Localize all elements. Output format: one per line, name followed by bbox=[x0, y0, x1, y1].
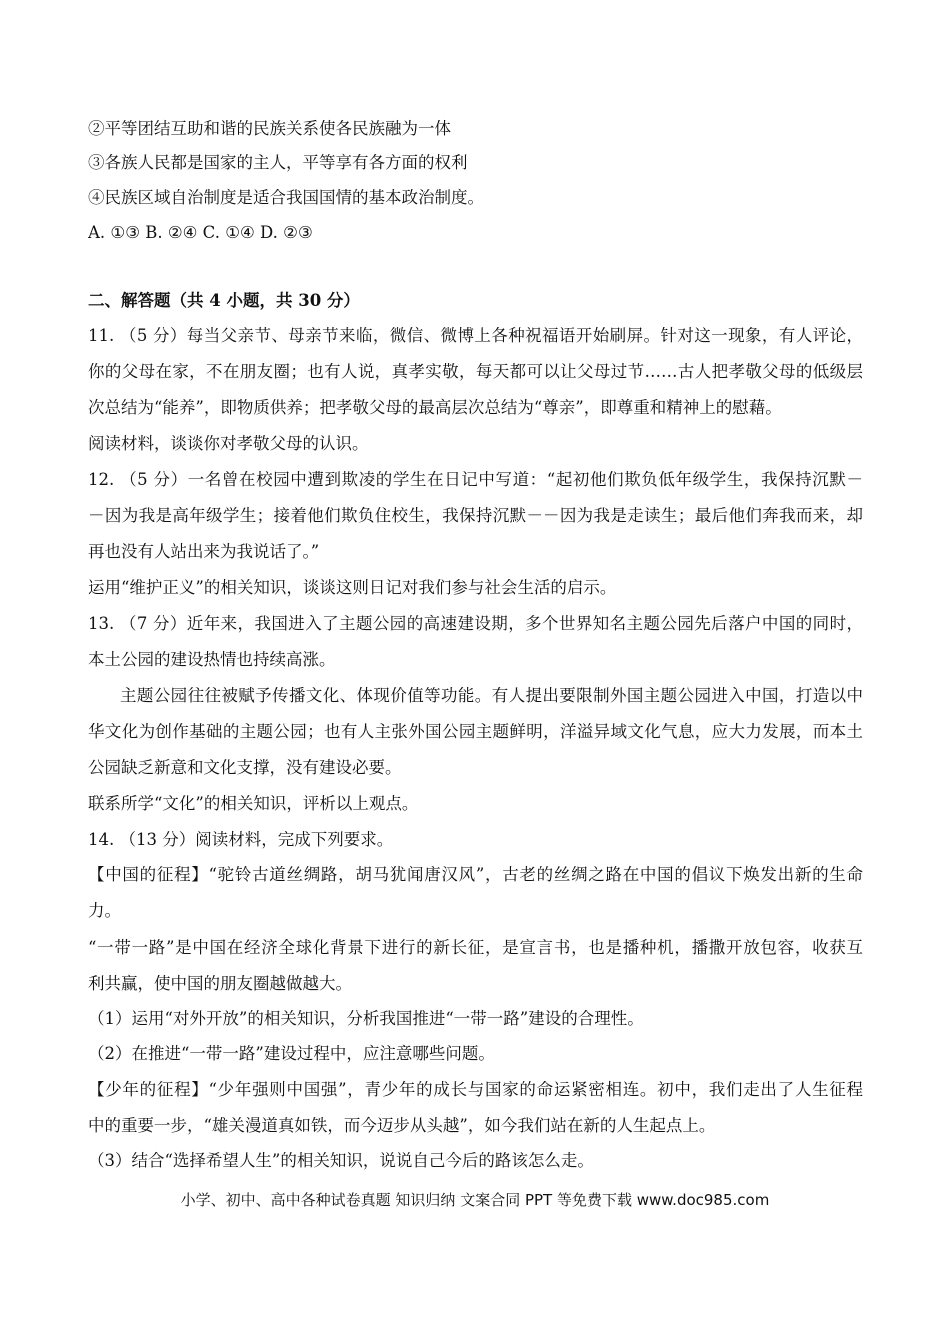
q13-line-3: 主题公园往往被赋予传播文化、体现价值等功能。有人提出要限制外国主题公园进入中国，打造以中 bbox=[120, 686, 863, 705]
q12-line-3: 再也没有人站出来为我说话了。” bbox=[88, 542, 320, 561]
answer-choices: A. ①③ B. ②④ C. ①④ D. ②③ bbox=[88, 223, 313, 242]
q12-line-4: 运用“维护正义”的相关知识，谈谈这则日记对我们参与社会生活的启示。 bbox=[88, 578, 617, 597]
q14-line-2: 【中国的征程】“驼铃古道丝绸路，胡马犹闻唐汉风”，古老的丝绸之路在中国的倡议下焕发出新的生命 bbox=[88, 865, 863, 884]
q13-line-1: 13. （7 分）近年来，我国进入了主题公园的高速建设期，多个世界知名主题公园先后落户中国的同时， bbox=[88, 614, 863, 633]
q14-line-1: 14. （13 分）阅读材料，完成下列要求。 bbox=[88, 830, 394, 849]
q13-line-5: 公园缺乏新意和文化支撑，没有建设必要。 bbox=[88, 758, 402, 777]
q14-subquestion-1: （1）运用“对外开放”的相关知识，分析我国推进“一带一路”建设的合理性。 bbox=[88, 1009, 644, 1028]
q14-line-8: 【少年的征程】“少年强则中国强”，青少年的成长与国家的命运紧密相连。初中，我们走出了人生征程 bbox=[88, 1080, 863, 1099]
q14-subquestion-2: （2）在推进“一带一路”建设过程中，应注意哪些问题。 bbox=[88, 1044, 495, 1063]
option-3: ③各族人民都是国家的主人，平等享有各方面的权利 bbox=[88, 153, 468, 172]
q14-line-5: 利共赢，使中国的朋友圈越做越大。 bbox=[88, 974, 352, 993]
q11-line-2: 你的父母在家，不在朋友圈；也有人说，真孝实敬，每天都可以让父母过节……古人把孝敬父母的低级层 bbox=[88, 362, 863, 381]
q13-line-6: 联系所学“文化”的相关知识，评析以上观点。 bbox=[88, 794, 419, 813]
q13-line-2: 本土公园的建设热情也持续高涨。 bbox=[88, 650, 336, 669]
q14-line-9: 中的重要一步，“雄关漫道真如铁，而今迈步从头越”，如今我们站在新的人生起点上。 bbox=[88, 1116, 716, 1135]
q13-line-4: 华文化为创作基础的主题公园；也有人主张外国公园主题鲜明，洋溢异域文化气息，应大力发展，而本土 bbox=[88, 722, 863, 741]
q12-line-1: 12. （5 分）一名曾在校园中遭到欺凌的学生在日记中写道：“起初他们欺负低年级学生，我保持沉默－ bbox=[88, 470, 863, 489]
q11-line-4: 阅读材料，谈谈你对孝敬父母的认识。 bbox=[88, 434, 369, 453]
option-4: ④民族区域自治制度是适合我国国情的基本政治制度。 bbox=[88, 188, 484, 207]
q14-line-4: “一带一路”是中国在经济全球化背景下进行的新长征，是宣言书，也是播种机，播撒开放包容，收获互 bbox=[88, 938, 863, 957]
section-heading: 二、解答题（共 4 小题，共 30 分） bbox=[88, 291, 360, 310]
q14-line-3: 力。 bbox=[88, 901, 121, 920]
q11-line-3: 次总结为“能养”，即物质供养；把孝敬父母的最高层次总结为“尊亲”，即尊重和精神上的慰藉。 bbox=[88, 398, 782, 417]
q12-line-2: －因为我是高年级学生；接着他们欺负住校生，我保持沉默－－因为我是走读生；最后他们奔我而来，却 bbox=[88, 506, 863, 525]
option-2: ②平等团结互助和谐的民族关系使各民族融为一体 bbox=[88, 119, 451, 138]
q14-subquestion-3: （3）结合“选择希望人生”的相关知识，说说自己今后的路该怎么走。 bbox=[88, 1151, 594, 1170]
footer-text: 小学、初中、高中各种试卷真题 知识归纳 文案合同 PPT 等免费下载 www.doc985.com bbox=[180, 1191, 770, 1209]
q11-line-1: 11. （5 分）每当父亲节、母亲节来临，微信、微博上各种祝福语开始刷屏。针对这一现象，有人评论， bbox=[88, 326, 863, 345]
